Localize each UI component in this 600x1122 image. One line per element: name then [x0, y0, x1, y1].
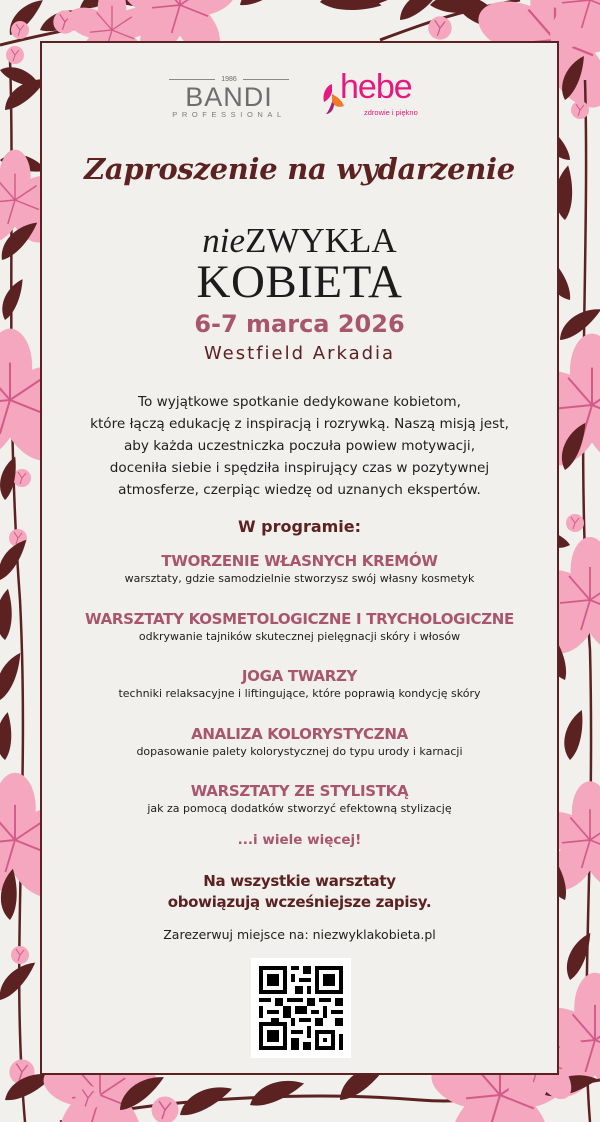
more-text: ...i wiele więcej!	[237, 832, 362, 848]
qr-code-icon[interactable]	[251, 958, 351, 1058]
invitation-card	[40, 41, 559, 1075]
intro-paragraph	[62, 391, 537, 501]
bandi-year: 1986	[221, 75, 237, 83]
program-item-heading: WARSZTATY KOSMETOLOGICZNE I TRYCHOLOGICZNE	[85, 609, 514, 628]
program-item	[42, 666, 557, 724]
program-item	[42, 609, 557, 667]
divider	[243, 79, 289, 80]
partner-logos	[42, 68, 557, 124]
program-item-description: warsztaty, gdzie samodzielnie stworzysz swój własny kosmetyk	[124, 572, 475, 585]
intro-line: aby każda uczestniczka poczuła powiew motywacji,	[123, 438, 476, 454]
event-name-line1: ZWYKŁA	[245, 221, 397, 260]
hebe-tagline: zdrowie i piękno	[364, 108, 418, 117]
program-title: W programie:	[237, 517, 362, 536]
program-list	[42, 551, 557, 839]
event-name-prefix: nie	[202, 221, 246, 260]
intro-line: które łączą edukację z inspiracją i rozrywką. Naszą misją jest,	[90, 416, 509, 432]
intro-line: atmosferze, czerpiąc wiedzę od uznanych ekspertów.	[118, 482, 481, 498]
program-item-description: odkrywanie tajników skutecznej pielęgnacji skóry i włosów	[138, 629, 461, 643]
registration-notice	[42, 871, 557, 913]
program-item-heading: TWORZENIE WŁASNYCH KREMÓW	[161, 552, 438, 570]
program-item	[42, 781, 557, 839]
event-name-line2: KOBIETA	[196, 256, 403, 308]
program-item	[42, 724, 557, 782]
reserve-link-text[interactable]: Zarezerwuj miejsce na: niezwyklakobieta.pl	[163, 927, 436, 942]
program-item	[42, 551, 557, 609]
hebe-logo	[318, 68, 428, 124]
program-item-description: dopasowanie palety kolorystycznej do typu urody i karnacji	[136, 744, 463, 758]
program-item-heading: ANALIZA KOLORYSTYCZNA	[191, 724, 408, 743]
invitation-title: Zaproszenie na wydarzenie	[84, 152, 515, 186]
program-item-description: jak za pomocą dodatków stworzyć efektowną stylizację	[147, 802, 452, 815]
program-item-heading: WARSZTATY ZE STYLISTKĄ	[190, 782, 409, 800]
notice-line: obowiązują wcześniejsze zapisy.	[167, 893, 432, 911]
program-item-description: techniki relaksacyjne i liftingujące, które poprawią kondycję skóry	[118, 687, 481, 700]
bandi-logo	[169, 74, 289, 124]
intro-line: To wyjątkowe spotkanie dedykowane kobietom,	[138, 394, 461, 410]
bandi-brand: BANDI	[185, 82, 273, 112]
event-date: 6-7 marca 2026	[194, 310, 405, 338]
notice-line: Na wszystkie warsztaty	[203, 872, 396, 890]
event-name	[42, 221, 557, 308]
event-venue: Westfield Arkadia	[203, 343, 396, 364]
program-item-heading: JOGA TWARZY	[241, 667, 358, 685]
bandi-subtitle: PROFESSIONAL	[172, 110, 286, 119]
intro-line: doceniła siebie i spędziła inspirujący czas w pozytywnej	[109, 460, 490, 476]
divider	[169, 79, 215, 80]
hebe-brand: hebe	[340, 68, 412, 106]
